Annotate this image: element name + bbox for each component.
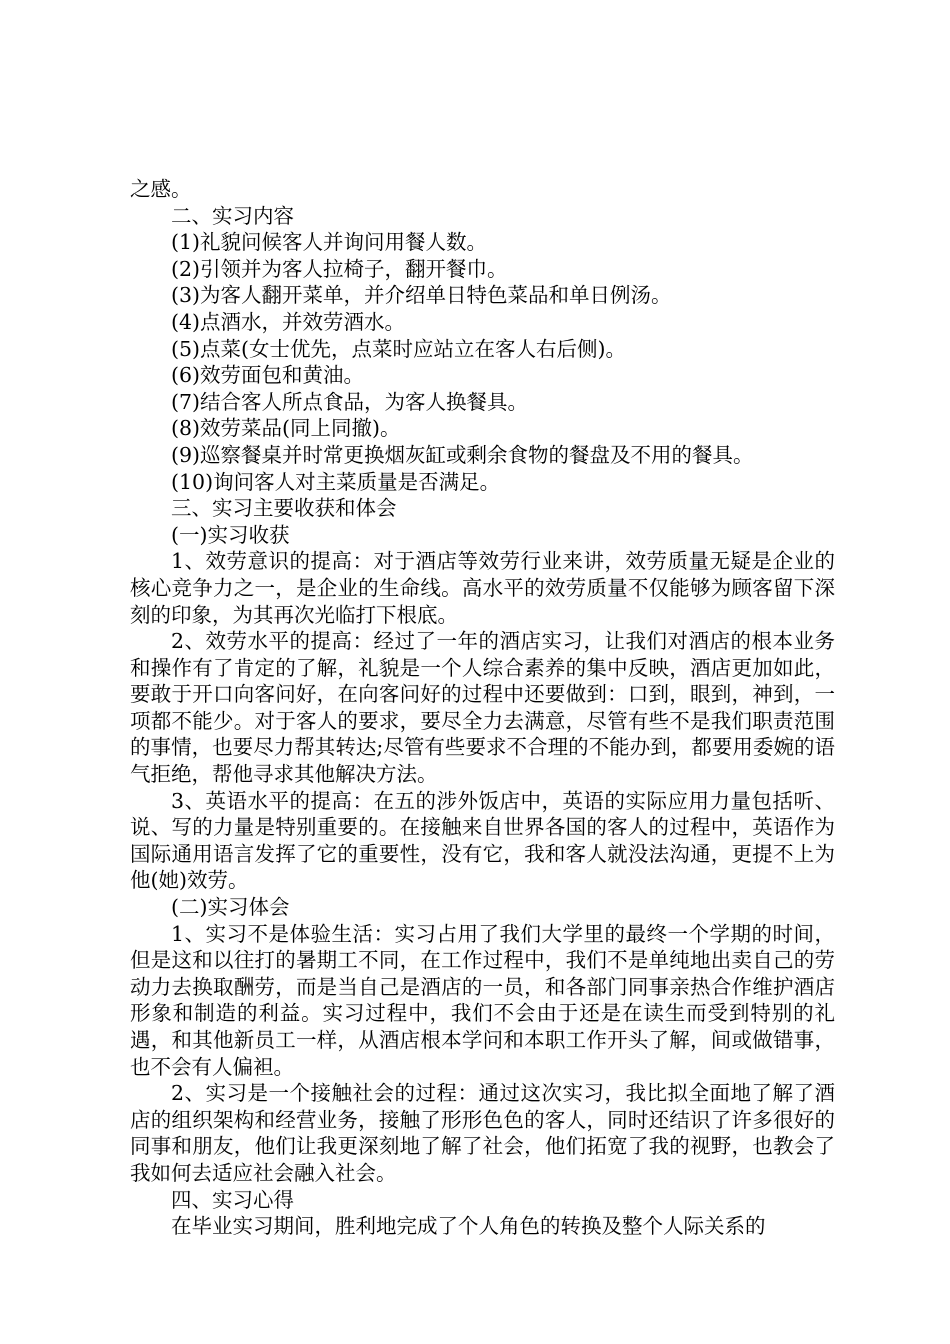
paragraph: 2、实习是一个接触社会的过程：通过这次实习，我比拟全面地了解了酒店的组织架构和经营业务，接触了形形色色的客人，同时还结识了许多很好的同事和朋友，他们让我更深刻地了解了社会，他们拓宽了我的视野，也教会了我如何去适应社会融入社会。 (130, 1081, 835, 1185)
paragraph: 3、英语水平的提高：在五的涉外饭店中，英语的实际应用力量包括听、说、写的力量是特别重要的。在接触来自世界各国的客人的过程中，英语作为国际通用语言发挥了它的重要性，没有它，我和客人就没法沟通，更提不上为他(她)效劳。 (130, 788, 835, 893)
paragraph: (10)询问客人对主菜质量是否满足。 (171, 469, 501, 494)
paragraph: 之感。 (130, 177, 192, 201)
paragraph: 2、效劳水平的提高：经过了一年的酒店实习，让我们对酒店的根本业务和操作有了肯定的了解，礼貌是一个人综合素养的集中反映，酒店更加如此，要敢于开口向客问好，在向客问好的过程中还要做到：口到，眼到，神到，一项都不能少。对于客人的要求，要尽全力去满意，尽管有些不是我们职责范围的事情，也要尽力帮其转达;尽管有些要求不合理的不能办到，都要用委婉的语气拒绝，帮他寻求其他解决方法。 (130, 629, 835, 787)
paragraph: (1)礼貌问候客人并询问用餐人数。 (171, 230, 488, 255)
paragraph: (8)效劳菜品(同上同撤)。 (171, 416, 401, 441)
paragraph: 1、实习不是体验生活：实习占用了我们大学里的最终一个学期的时间，但是这和以往打的暑期工不同，在工作过程中，我们不是单纯地出卖自己的劳动力去换取酬劳，而是当自己是酒店的一员，和各部门同事亲热合作维护酒店形象和制造的利益。实习过程中，我们不会由于还是在读生而受到特别的礼遇，和其他新员工一样，从酒店根本学问和本职工作开头了解，间或做错事，也不会有人偏袒。 (130, 921, 835, 1079)
paragraph: (3)为客人翻开菜单，并介绍单日特色菜品和单日例汤。 (171, 283, 672, 308)
paragraph: (9)巡察餐桌并时常更换烟灰缸或剩余食物的餐盘及不用的餐具。 (171, 442, 754, 467)
paragraph: 在毕业实习期间，胜利地完成了个人角色的转换及整个人际关系的 (171, 1214, 766, 1239)
paragraph: 三、实习主要收获和体会 (171, 496, 397, 521)
paragraph: (4)点酒水，并效劳酒水。 (171, 309, 406, 334)
paragraph: 1、效劳意识的提高：对于酒店等效劳行业来讲，效劳质量无疑是企业的核心竞争力之一，是企业的生命线。高水平的效劳质量不仅能够为顾客留下深刻的印象，为其再次光临打下根底。 (130, 549, 835, 627)
document-body (130, 176, 835, 1240)
paragraph: 四、实习心得 (171, 1187, 294, 1212)
paragraph: (二)实习体会 (171, 895, 290, 920)
paragraph: (6)效劳面包和黄油。 (171, 363, 365, 388)
paragraph: (5)点菜(女士优先，点菜时应站立在客人右后侧)。 (171, 336, 627, 361)
paragraph: 二、实习内容 (171, 203, 294, 228)
paragraph: (一)实习收获 (171, 522, 290, 547)
paragraph: (7)结合客人所点食品，为客人换餐具。 (171, 389, 529, 414)
paragraph: (2)引领并为客人拉椅子，翻开餐巾。 (171, 256, 508, 281)
